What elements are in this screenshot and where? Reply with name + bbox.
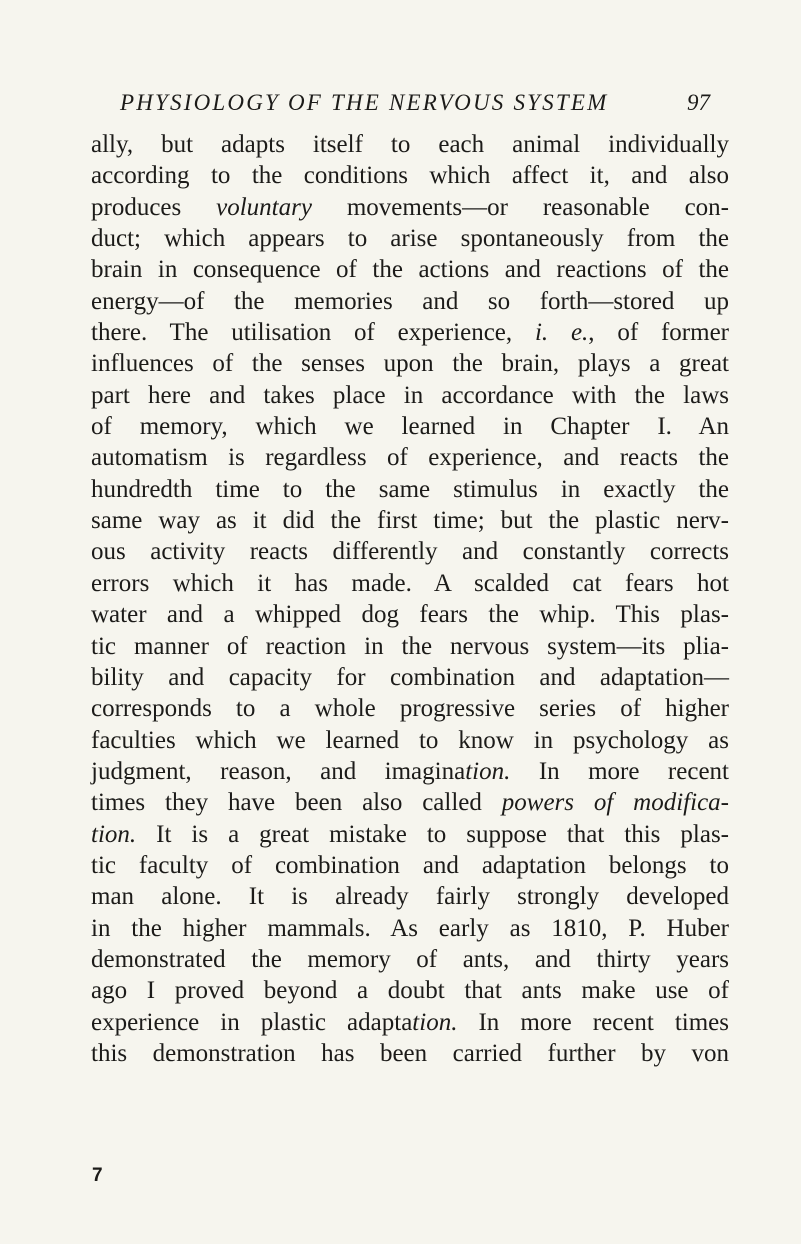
text-line: experience in plastic adaptation. In more recent times <box>91 1008 729 1036</box>
text-line: energy—of the memories and so forth—stored up <box>91 287 729 315</box>
text-line: tic manner of reaction in the nervous system—its plia- <box>91 632 729 660</box>
body-text <box>91 129 729 1069</box>
text-line: part here and takes place in accordance with the laws <box>91 381 729 409</box>
text-line: there. The utilisation of experience, i. e., of former <box>91 319 729 347</box>
text-line: tion. It is a great mistake to suppose that this plas- <box>91 820 729 848</box>
text-line: corresponds to a whole progressive series of higher <box>91 695 729 723</box>
page-number: 97 <box>687 90 710 115</box>
text-line: ally, but adapts itself to each animal individually <box>91 131 729 158</box>
text-line: in the higher mammals. As early as 1810, P. Huber <box>91 914 729 942</box>
text-line: bility and capacity for combination and adaptation— <box>91 663 729 691</box>
text-line: tic faculty of combination and adaptation belongs to <box>91 851 729 879</box>
text-line: demonstrated the memory of ants, and thirty years <box>91 945 729 973</box>
text-line: errors which it has made. A scalded cat fears hot <box>91 569 729 597</box>
text-line: same way as it did the first time; but the plastic nerv- <box>91 507 729 535</box>
text-line: brain in consequence of the actions and reactions of the <box>91 256 729 284</box>
running-head <box>108 90 710 124</box>
text-line: man alone. It is already fairly strongly developed <box>91 883 729 911</box>
text-line: of memory, which we learned in Chapter I. An <box>91 413 729 441</box>
text-line: duct; which appears to arise spontaneously from the <box>91 225 729 253</box>
text-line: judgment, reason, and imagination. In more recent <box>91 757 729 785</box>
running-title: PHYSIOLOGY OF THE NERVOUS SYSTEM <box>120 90 609 115</box>
text-line: influences of the senses upon the brain, plays a great <box>91 350 729 378</box>
text-line: according to the conditions which affect it, and also <box>91 162 729 190</box>
text-line: produces voluntary movements—or reasonable con- <box>91 193 730 221</box>
text-line: hundredth time to the same stimulus in exactly the <box>91 475 729 503</box>
text-line: faculties which we learned to know in psychology as <box>91 726 729 754</box>
text-line: times they have been also called powers of modifica- <box>91 789 729 817</box>
text-line: water and a whipped dog fears the whip. This plas- <box>91 601 729 629</box>
text-line: automatism is regardless of experience, and reacts the <box>91 444 729 472</box>
signature-mark: 7 <box>92 1165 103 1186</box>
text-line: this demonstration has been carried further by von <box>91 1039 729 1067</box>
text-line: ago I proved beyond a doubt that ants make use of <box>91 977 729 1005</box>
text-line: ous activity reacts differently and constantly corrects <box>91 538 729 566</box>
